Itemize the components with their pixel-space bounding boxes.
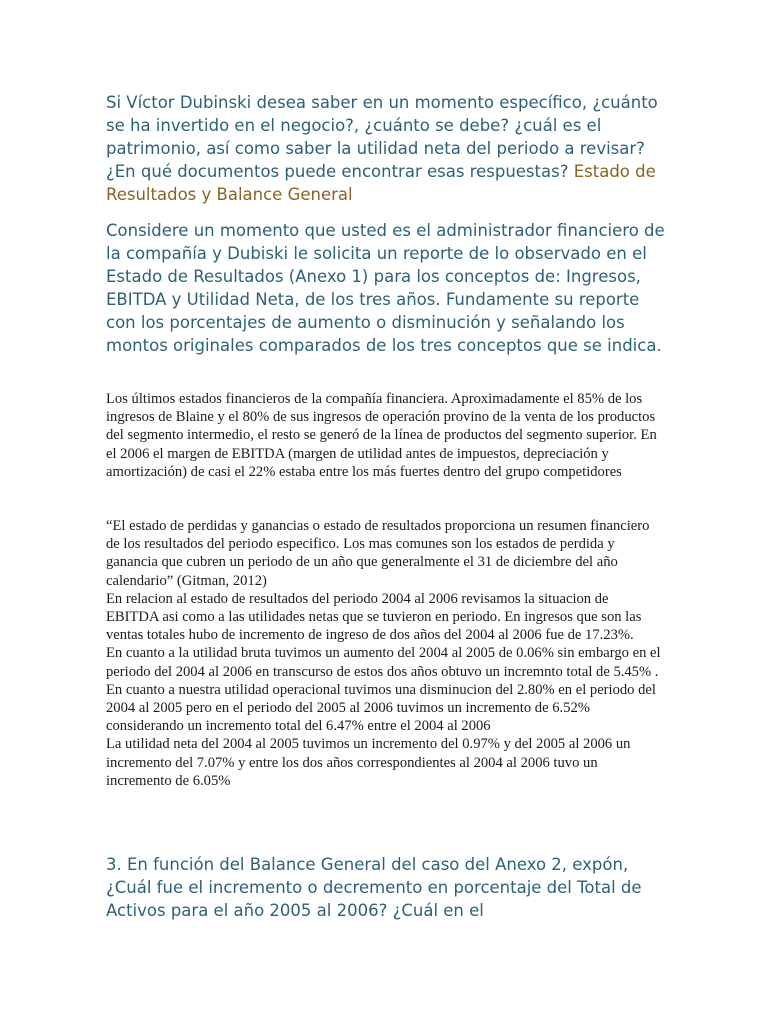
ebitda-income-paragraph: En relacion al estado de resultados del periodo 2004 al 2006 revisamos la situacion de EBITDA asi como a las utilidades netas que se tuvieron en periodo. En ingresos que son las ventas totales hubo de incremento de ingreso de dos años del 2004 al 2006 fue de 17.23%. (106, 590, 642, 644)
gitman-quote: “El estado de perdidas y ganancias o estado de resultados proporciona un resumen financiero de los resultados del periodo especifico. Los mas comunes son los estados de perdida y ganancia que cubren un periodo de un año que generalmente el 31 de diciembre del año calendario” (Gitman, 2012) (106, 518, 650, 589)
intro-paragraph: Los últimos estados financieros de la compañía financiera. Aproximadamente el 85% de los ingresos de Blaine y el 80% de sus ingresos de operación provino de la venta de los productos del segmento intermedio, el resto se generó de la línea de productos del segmento superior. En el 2006 el margen de EBITDA (margen de utilidad antes de impuestos, depreciación y amortización) de casi el 22% estaba entre los más fuertes dentro del grupo competidores (106, 391, 657, 480)
analysis-section (106, 517, 664, 790)
gross-profit-paragraph: En cuanto a la utilidad bruta tuvimos un aumento del 2004 al 2005 de 0.06% sin embargo en el periodo del 2004 al 2006 en transcurso de estos dos años obtuvo un incremnto total de 5.45% . (106, 645, 661, 680)
question-1 (106, 91, 666, 206)
question-1-text: Si Víctor Dubinski desea saber en un momento específico, ¿cuánto se ha invertido en el negocio?, ¿cuánto se debe? ¿cuál es el patrimonio, así como saber la utilidad neta del periodo a revisar? ¿En qué documentos puede encontrar esas respuestas? (106, 93, 658, 181)
net-profit-paragraph: La utilidad neta del 2004 al 2005 tuvimos un incremento del 0.97% y del 2005 al 2006 un incremento del 7.07% y entre los dos años correspondientes al 2004 al 2006 tuvo un incremento de 6.05% (106, 736, 631, 789)
question-2: Considere un momento que usted es el administrador financiero de la compañía y Dubiski le solicita un reporte de lo observado en el Estado de Resultados (Anexo 1) para los conceptos de: Ingresos, EBITDA y Utilidad Neta, de los tres años. Fundamente su reporte con los porcentajes de aumento o disminución y señalando los montos originales comparados de los tres conceptos que se indica. (106, 221, 665, 355)
question-1-answer: Estado de Resultados y Balance General (106, 162, 656, 204)
operating-profit-paragraph: En cuanto a nuestra utilidad operacional tuvimos una disminucion del 2.80% en el periodo del 2004 al 2005 pero en el periodo del 2005 al 2006 tuvimos un incremento de 6.52% considerando un incremento total del 6.47% entre el 2004 al 2006 (106, 681, 656, 735)
question-3: 3. En función del Balance General del caso del Anexo 2, expón, ¿Cuál fue el incremento o decremento en porcentaje del Total de Activos para el año 2005 al 2006? ¿Cuál en el (106, 855, 642, 920)
